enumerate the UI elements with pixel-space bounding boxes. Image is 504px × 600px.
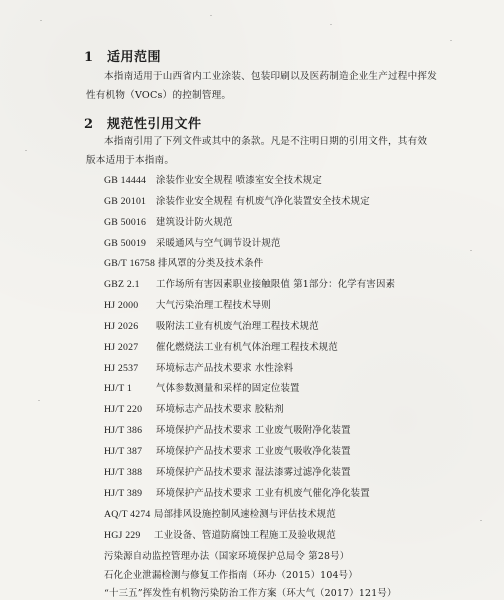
section-2-heading (84, 113, 202, 132)
reference-code: GB 14444 (104, 175, 147, 186)
reference-title: 排风罩的分类及技术条件 (158, 258, 264, 269)
reference-title: “十三五”挥发性有机物污染防治工作方案（环大气（2017）121号） (104, 588, 397, 599)
reference-item (104, 193, 370, 207)
reference-title: 环境保护产品技术要求 湿法漆雾过滤净化装置 (156, 467, 351, 478)
reference-item (104, 380, 300, 394)
reference-item (104, 172, 322, 186)
reference-title: 工作场所有害因素职业接触限值 第1部分：化学有害因素 (156, 279, 396, 290)
section-1-heading (84, 46, 161, 65)
reference-title: 环境保护产品技术要求 工业有机废气催化净化装置 (156, 488, 370, 499)
reference-title: 石化企业泄漏检测与修复工作指南（环办（2015）104号） (104, 570, 358, 581)
section-2-line-2: 版本适用于本指南。 (86, 155, 175, 166)
section-1-paragraph (86, 67, 494, 105)
reference-title: 大气污染治理工程技术导则 (156, 300, 271, 311)
reference-item (104, 527, 336, 541)
reference-title: 工业设备、管道防腐蚀工程施工及验收规范 (154, 530, 336, 541)
scan-speck (210, 15, 212, 16)
reference-item (104, 485, 370, 499)
reference-code: HJ/T 389 (104, 488, 143, 499)
section-2-paragraph (86, 132, 494, 170)
reference-title: 局部排风设施控制风速检测与评估技术规范 (154, 509, 336, 520)
reference-item (104, 339, 338, 353)
reference-code: HGJ 229 (104, 530, 141, 541)
scan-speck (38, 400, 40, 401)
reference-code: HJ/T 1 (104, 383, 132, 394)
reference-code: GB/T 16758 (104, 258, 156, 269)
reference-item (104, 214, 233, 228)
reference-item (104, 255, 263, 269)
reference-title: 气体参数测量和采样的固定位装置 (156, 383, 300, 394)
reference-code: GBZ 2.1 (104, 279, 140, 290)
reference-code: HJ/T 387 (104, 446, 143, 457)
section-2-title: 规范性引用文件 (107, 117, 202, 132)
reference-item (104, 276, 395, 290)
reference-item (104, 360, 293, 374)
reference-code: HJ 2027 (104, 342, 139, 353)
reference-code: HJ 2026 (104, 321, 139, 332)
scan-speck (330, 24, 332, 25)
scan-speck (25, 150, 27, 151)
reference-item (104, 443, 351, 457)
section-1-line-1: 本指南适用于山西省内工业涂装、包装印刷以及医药制造企业生产过程中挥发 (104, 71, 437, 82)
reference-code: HJ 2537 (104, 363, 139, 374)
reference-code: AQ/T 4274 (104, 509, 151, 520)
reference-item (104, 422, 351, 436)
section-2-number: 2 (84, 117, 94, 132)
scan-speck (40, 20, 42, 21)
reference-item (104, 318, 319, 332)
reference-title: 环境保护产品技术要求 工业废气吸附净化装置 (156, 425, 351, 436)
scan-speck (480, 520, 482, 521)
section-1-line-2: 性有机物（VOCs）的控制管理。 (86, 90, 232, 101)
scan-speck (450, 40, 452, 41)
reference-code: HJ/T 388 (104, 467, 143, 478)
reference-item (104, 297, 271, 311)
reference-item (104, 567, 358, 581)
reference-item (104, 548, 349, 562)
reference-code: GB 20101 (104, 196, 147, 207)
reference-title: 污染源自动监控管理办法（国家环境保护总局令 第28号） (104, 551, 350, 562)
reference-title: 涂装作业安全规程 喷漆室安全技术规定 (156, 175, 322, 186)
section-1-number: 1 (84, 50, 94, 65)
reference-title: 环境标志产品技术要求 胶粘剂 (156, 404, 284, 415)
section-1-title: 适用范围 (107, 50, 162, 65)
reference-item (104, 585, 397, 599)
reference-title: 催化燃烧法工业有机气体治理工程技术规范 (156, 342, 338, 353)
reference-code: GB 50016 (104, 217, 147, 228)
reference-code: GB 50019 (104, 238, 147, 249)
section-2-line-1: 本指南引用了下列文件或其中的条款。凡是不注明日期的引用文件，其有效 (104, 136, 428, 147)
reference-item (104, 401, 284, 415)
reference-title: 建筑设计防火规范 (156, 217, 233, 228)
reference-title: 采暖通风与空气调节设计规范 (156, 238, 281, 249)
scan-speck (470, 250, 472, 251)
reference-title: 涂装作业安全规程 有机废气净化装置安全技术规定 (156, 196, 370, 207)
reference-code: HJ/T 386 (104, 425, 143, 436)
reference-item (104, 235, 280, 249)
reference-title: 吸附法工业有机废气治理工程技术规范 (156, 321, 319, 332)
reference-code: HJ/T 220 (104, 404, 143, 415)
reference-item (104, 506, 336, 520)
reference-title: 环境保护产品技术要求 工业废气吸收净化装置 (156, 446, 351, 457)
reference-item (104, 464, 351, 478)
reference-title: 环境标志产品技术要求 水性涂料 (156, 363, 294, 374)
reference-code: HJ 2000 (104, 300, 139, 311)
